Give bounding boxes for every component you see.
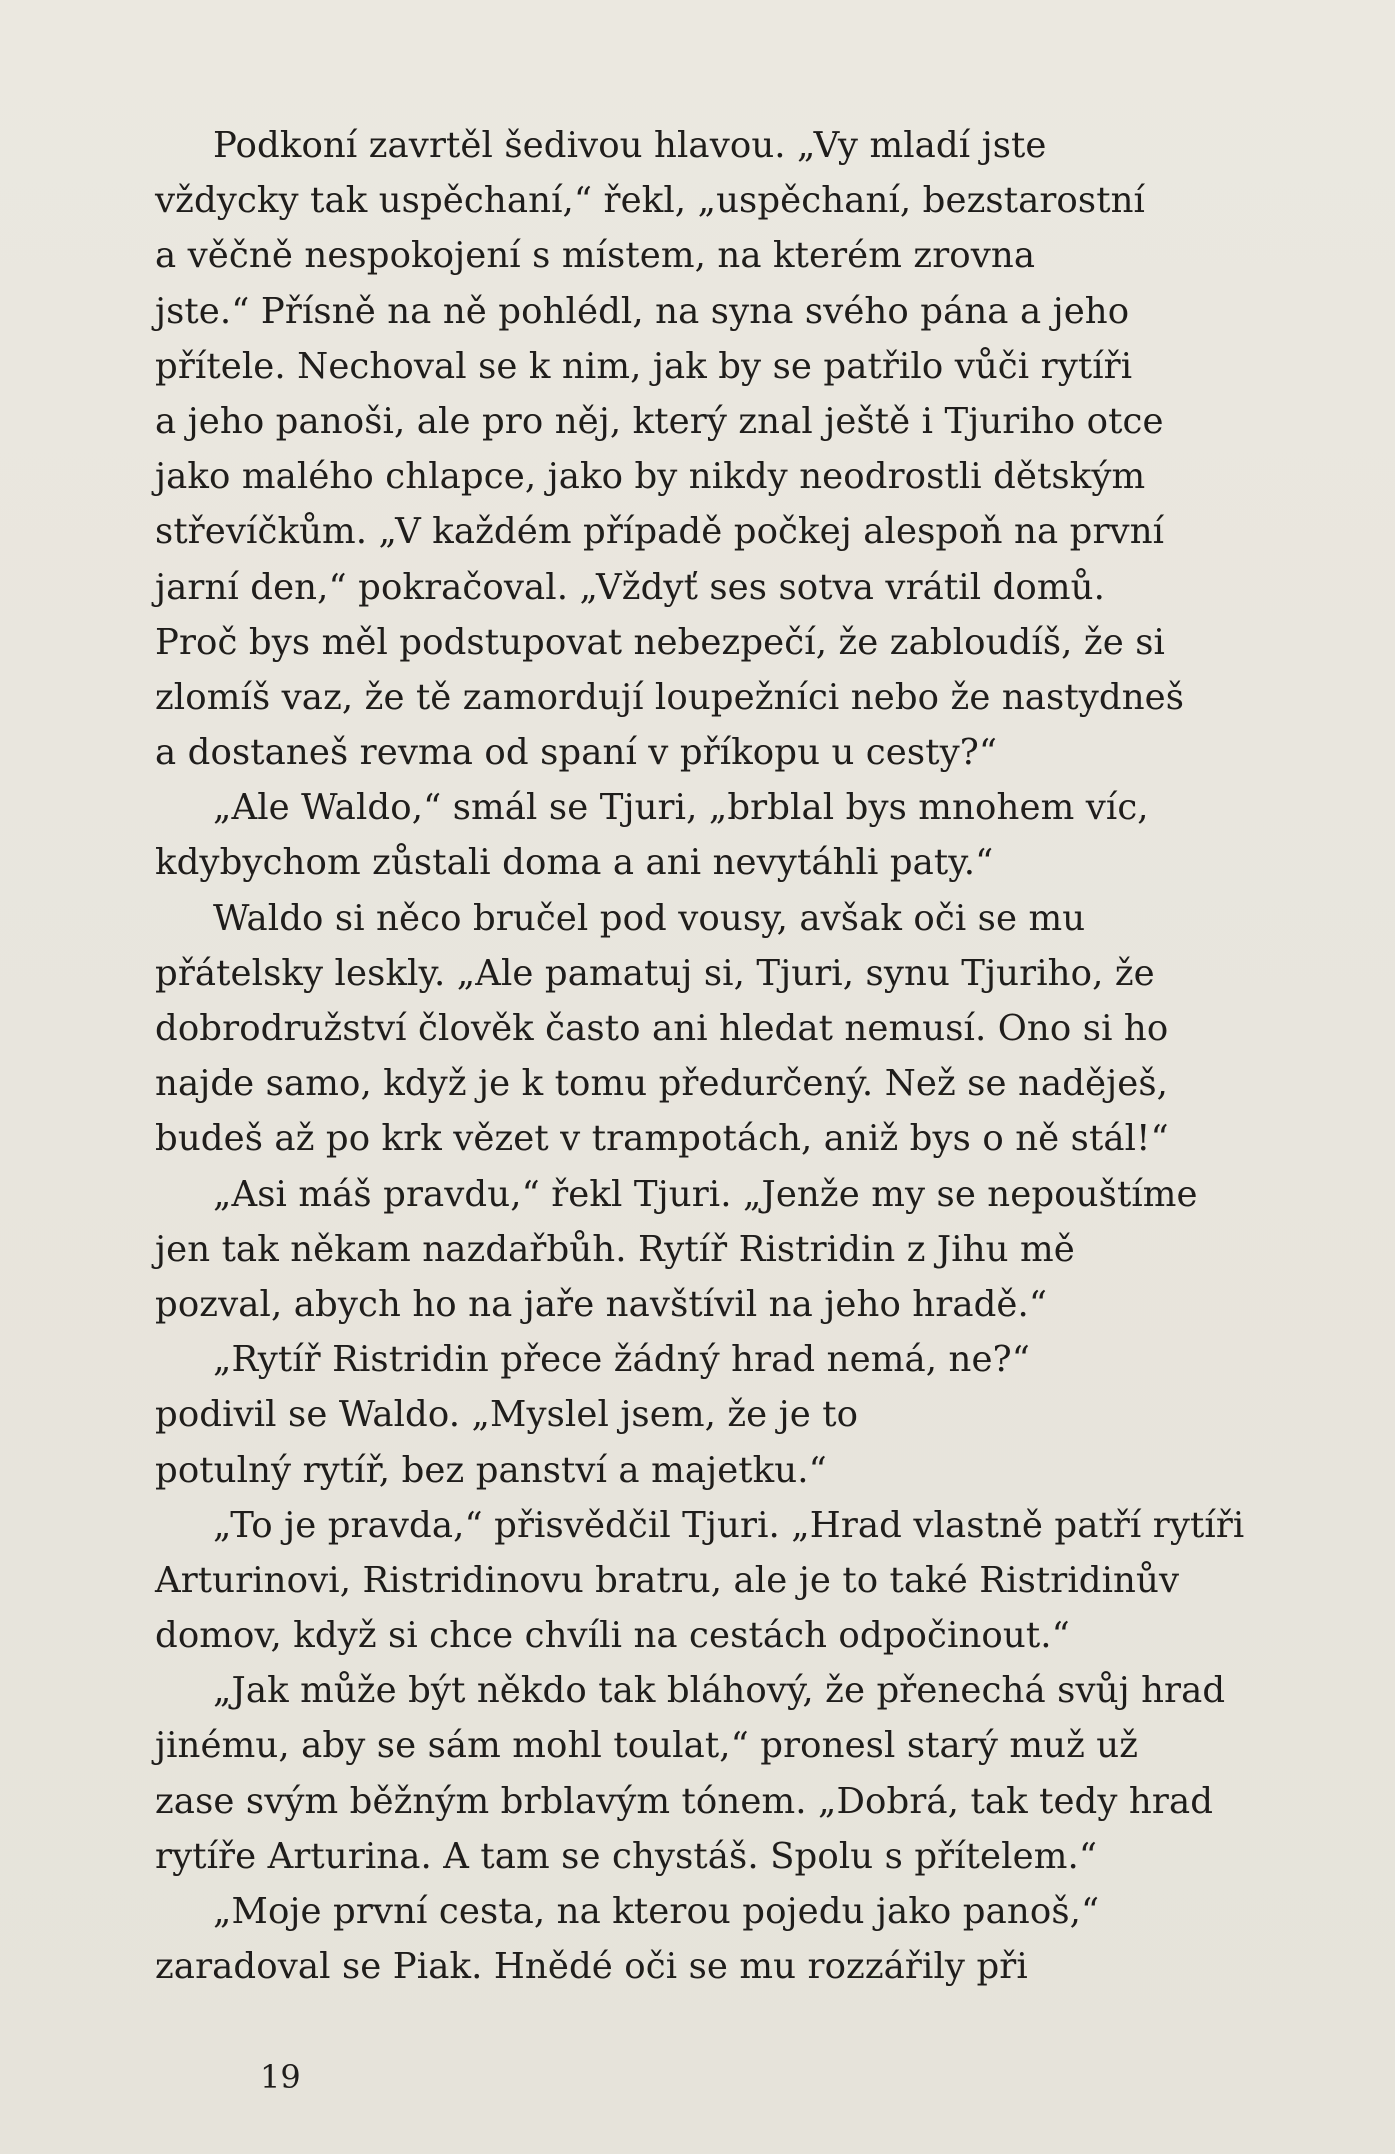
text-line: „Jak může být někdo tak bláhový, že přenechá svůj hrad: [213, 1670, 1226, 1712]
text-line: jarní den,“ pokračoval. „Vždyť ses sotva vrátil domů.: [155, 566, 1105, 608]
text-line: kdybychom zůstali doma a ani nevytáhli paty.“: [155, 842, 994, 884]
text-line: „Ale Waldo,“ smál se Tjuri, „brblal bys mnohem víc,: [213, 787, 1149, 829]
text-line: a dostaneš revma od spaní v příkopu u cesty?“: [155, 732, 998, 774]
text-line: „To je pravda,“ přisvědčil Tjuri. „Hrad vlastně patří rytíři: [213, 1504, 1245, 1546]
text-line: střevíčkům. „V každém případě počkej alespoň na první: [155, 511, 1165, 553]
text-line: jste.“ Přísně na ně pohlédl, na syna svého pána a jeho: [155, 290, 1130, 332]
text-line: Waldo si něco bručel pod vousy, avšak oči se mu: [213, 897, 1086, 939]
text-line: přátelsky leskly. „Ale pamatuj si, Tjuri, synu Tjuriho, že: [155, 952, 1155, 994]
text-line: zase svým běžným brblavým tónem. „Dobrá, tak tedy hrad: [155, 1780, 1214, 1822]
text-line: jen tak někam nazdařbůh. Rytíř Ristridin z Jihu mě: [155, 1228, 1075, 1270]
text-line: rytíře Arturina. A tam se chystáš. Spolu s přítelem.“: [155, 1835, 1098, 1877]
text-line: Arturinovi, Ristridinovu bratru, ale je to také Ristridinův: [155, 1559, 1180, 1601]
text-line: domov, když si chce chvíli na cestách odpočinout.“: [155, 1615, 1070, 1657]
text-line: Proč bys měl podstupovat nebezpečí, že zabloudíš, že si: [155, 621, 1165, 663]
text-line: podivil se Waldo. „Myslel jsem, že je to: [155, 1394, 859, 1436]
page-number: 19: [260, 2058, 301, 2096]
text-line: jinému, aby se sám mohl toulat,“ pronesl starý muž už: [155, 1725, 1139, 1767]
text-line: pozval, abych ho na jaře navštívil na jeho hradě.“: [155, 1283, 1048, 1325]
text-line: dobrodružství člověk často ani hledat nemusí. Ono si ho: [155, 1008, 1169, 1049]
text-line: najde samo, když je k tomu předurčený. Než se naděješ,: [155, 1063, 1169, 1105]
text-line: přítele. Nechoval se k nim, jak by se patřilo vůči rytíři: [155, 345, 1133, 387]
text-line: potulný rytíř, bez panství a majetku.“: [155, 1449, 827, 1491]
text-line: budeš až po krk vězet v trampotách, aniž bys o ně stál!“: [155, 1118, 1169, 1160]
text-line: zaradoval se Piak. Hnědé oči se mu rozzářily při: [155, 1946, 1028, 1988]
text-line: zlomíš vaz, že tě zamordují loupežníci nebo že nastydneš: [155, 676, 1185, 718]
text-line: vždycky tak uspěchaní,“ řekl, „uspěchaní, bezstarostní: [155, 180, 1146, 222]
text-line: „Moje první cesta, na kterou pojedu jako panoš,“: [213, 1891, 1100, 1932]
text-line: „Rytíř Ristridin přece žádný hrad nemá, ne?“: [213, 1339, 1030, 1381]
text-line: „Asi máš pravdu,“ řekl Tjuri. „Jenže my se nepouštíme: [213, 1173, 1198, 1215]
text-line: a věčně nespokojení s místem, na kterém zrovna: [155, 235, 1036, 277]
text-line: jako malého chlapce, jako by nikdy neodrostli dětským: [155, 456, 1146, 498]
text-line: Podkoní zavrtěl šedivou hlavou. „Vy mladí jste: [213, 125, 1047, 166]
body-text: [155, 118, 1305, 1994]
text-line: a jeho panoši, ale pro něj, který znal ještě i Tjuriho otce: [155, 400, 1164, 442]
